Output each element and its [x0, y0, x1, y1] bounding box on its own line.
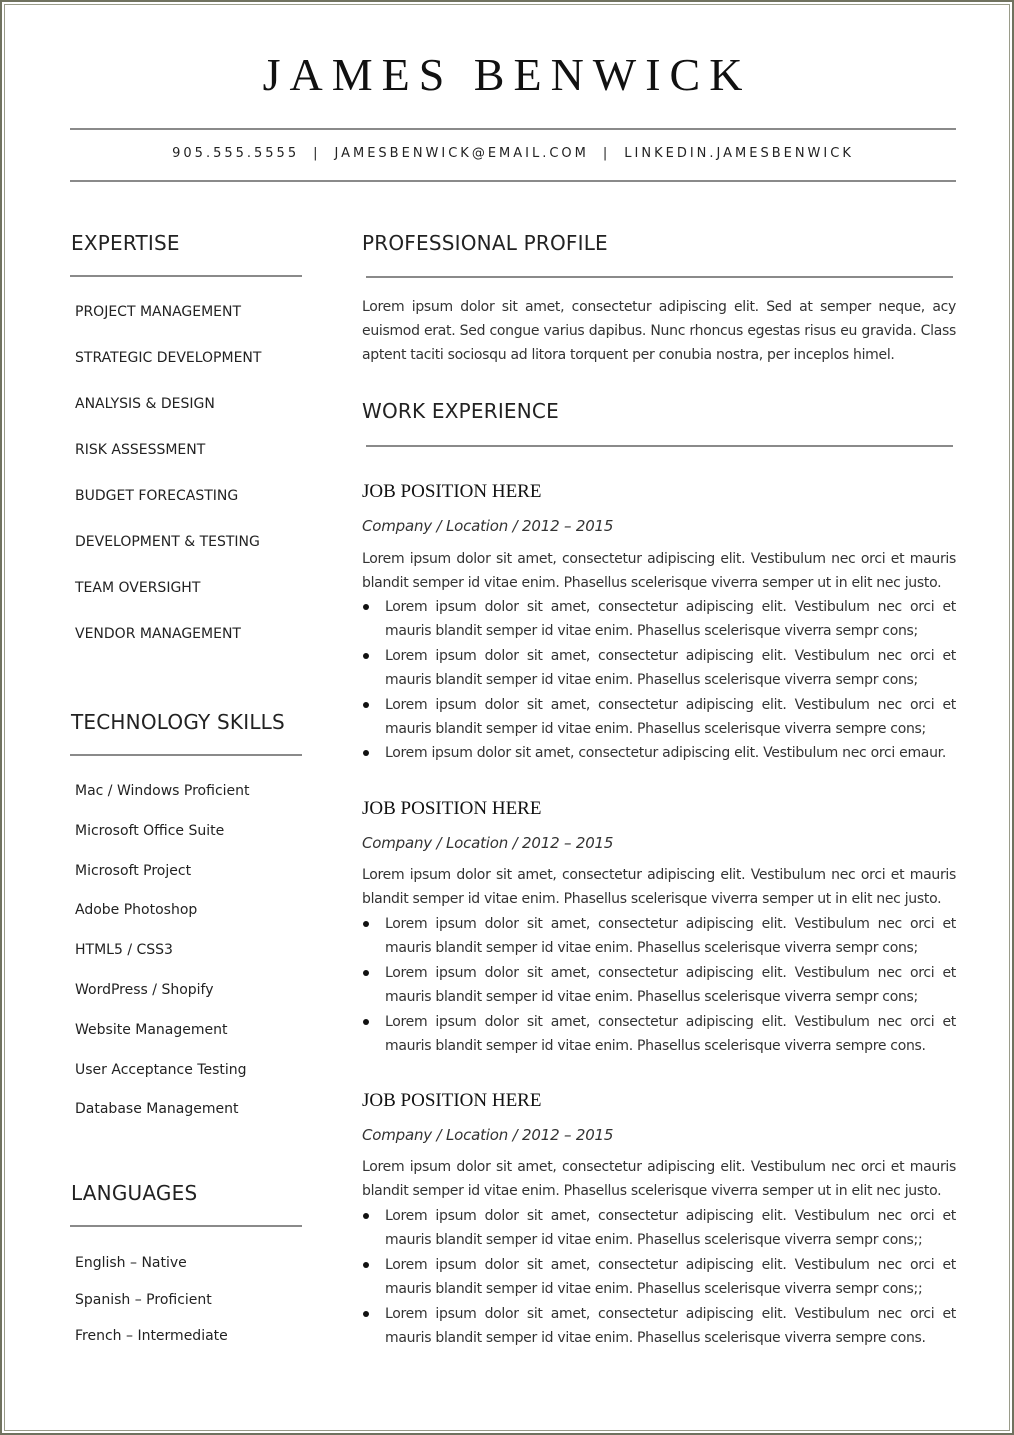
expertise-item: DEVELOPMENT & TESTING	[75, 534, 260, 550]
contact-phone: 905.555.5555	[172, 146, 300, 161]
contact-separator: |	[602, 146, 611, 161]
expertise-item: STRATEGIC DEVELOPMENT	[75, 350, 262, 366]
job-bullet-text: Lorem ipsum dolor sit amet, consectetur adipiscing elit. Vestibulum nec orci et mauris blandit semper id vitae enim. Phasellus scelerisque viverra sempre cons;	[385, 696, 956, 738]
job-bullet-text: Lorem ipsum dolor sit amet, consectetur adipiscing elit. Vestibulum nec orci et mauris blandit semper id vitae enim. Phasellus scelerisque viverra sempre cons.	[385, 1013, 956, 1055]
profile-heading: PROFESSIONAL PROFILE	[362, 231, 608, 255]
job-bullet	[362, 595, 956, 644]
expertise-rule	[70, 275, 302, 277]
expertise-item: BUDGET FORECASTING	[75, 488, 239, 504]
job-bullet-text: Lorem ipsum dolor sit amet, consectetur adipiscing elit. Vestibulum nec orci emaur.	[385, 745, 946, 762]
bullet-icon	[363, 750, 369, 756]
technology-item: User Acceptance Testing	[75, 1061, 247, 1078]
technology-item: Database Management	[75, 1101, 239, 1118]
job-bullets	[362, 912, 956, 1058]
header-top-rule	[70, 128, 956, 130]
contact-separator: |	[313, 146, 321, 161]
bullet-icon	[363, 702, 369, 708]
job-position: JOB POSITION HERE	[362, 1090, 542, 1111]
technology-item: WordPress / Shopify	[75, 981, 214, 998]
bullet-icon	[363, 1019, 369, 1025]
job-summary: Lorem ipsum dolor sit amet, consectetur adipiscing elit. Vestibulum nec orci et mauris blandit semper id vitae enim. Phasellus scelerisque viverra semper ut in elit nec justo.	[362, 867, 956, 907]
job-bullet-text: Lorem ipsum dolor sit amet, consectetur adipiscing elit. Vestibulum nec orci et mauris blandit semper id vitae enim. Phasellus scelerisque viverra sempr cons;	[385, 916, 956, 957]
job-meta: Company / Location / 2012 – 2015	[362, 517, 614, 535]
job-bullet	[362, 693, 956, 742]
bullet-icon	[363, 970, 369, 976]
expertise-item: TEAM OVERSIGHT	[75, 580, 201, 596]
job-bullet-text: Lorem ipsum dolor sit amet, consectetur adipiscing elit. Vestibulum nec orci et mauris blandit semper id vitae enim. Phasellus scelerisque viverra sempr cons;;	[385, 1208, 956, 1249]
job-summary: Lorem ipsum dolor sit amet, consectetur adipiscing elit. Vestibulum nec orci et mauris blandit semper id vitae enim. Phasellus scelerisque viverra semper ut in elit nec justo.	[362, 551, 956, 591]
technology-heading: TECHNOLOGY SKILLS	[71, 710, 285, 734]
job-bullet-text: Lorem ipsum dolor sit amet, consectetur adipiscing elit. Vestibulum nec orci et mauris blandit semper id vitae enim. Phasellus scelerisque viverra sempre cons.	[385, 1305, 956, 1347]
bullet-icon	[363, 653, 369, 659]
experience-rule	[366, 445, 953, 447]
languages-list	[75, 1253, 228, 1363]
bullet-icon	[363, 921, 369, 927]
bullet-icon	[363, 1311, 369, 1317]
expertise-heading: EXPERTISE	[71, 231, 180, 255]
job-bullet	[362, 912, 956, 961]
technology-item: Microsoft Project	[75, 862, 192, 879]
profile-text: Lorem ipsum dolor sit amet, consectetur adipiscing elit. Sed at semper neque, acy euismod erat. Sed congue varius dapibus. Nunc rhoncus egestas risus eu gravida. Class aptent taciti sociosqu ad litora torquent per conubia nostra, per inceplos himel.	[362, 299, 956, 363]
language-item: French – Intermediate	[75, 1328, 228, 1344]
job-meta: Company / Location / 2012 – 2015	[362, 1126, 614, 1144]
expertise-item: VENDOR MANAGEMENT	[75, 626, 241, 642]
bullet-icon	[363, 604, 369, 610]
profile-rule	[366, 276, 953, 278]
technology-item: Website Management	[75, 1021, 228, 1038]
language-item: English – Native	[75, 1255, 187, 1271]
expertise-item: ANALYSIS & DESIGN	[75, 396, 215, 412]
job-summary: Lorem ipsum dolor sit amet, consectetur adipiscing elit. Vestibulum nec orci et mauris blandit semper id vitae enim. Phasellus scelerisque viverra semper ut in elit nec justo.	[362, 1159, 956, 1199]
technology-item: HTML5 / CSS3	[75, 942, 173, 959]
bullet-icon	[363, 1262, 369, 1268]
job-position: JOB POSITION HERE	[362, 481, 542, 502]
contact-line	[70, 146, 956, 161]
job-bullet	[362, 1302, 956, 1351]
job-bullet-text: Lorem ipsum dolor sit amet, consectetur adipiscing elit. Vestibulum nec orci et mauris blandit semper id vitae enim. Phasellus scelerisque viverra sempr cons;	[385, 964, 956, 1006]
job-bullet	[362, 1010, 956, 1059]
job-bullet	[362, 741, 956, 765]
technology-item: Microsoft Office Suite	[75, 822, 225, 839]
expertise-list	[75, 302, 261, 670]
header-bottom-rule	[70, 180, 956, 182]
contact-linkedin[interactable]: LINKEDIN.JAMESBENWICK	[624, 146, 854, 161]
job-bullet-text: Lorem ipsum dolor sit amet, consectetur adipiscing elit. Vestibulum nec orci et mauris blandit semper id vitae enim. Phasellus scelerisque viverra sempr cons;	[385, 599, 956, 640]
job-bullet	[362, 644, 956, 693]
language-item: Spanish – Proficient	[75, 1291, 212, 1308]
technology-rule	[70, 754, 302, 756]
job-bullets	[362, 1204, 956, 1350]
languages-heading: LANGUAGES	[71, 1181, 198, 1205]
languages-rule	[70, 1225, 302, 1227]
job-position: JOB POSITION HERE	[362, 798, 542, 819]
expertise-item: RISK ASSESSMENT	[75, 442, 206, 458]
expertise-item: PROJECT MANAGEMENT	[75, 304, 242, 320]
candidate-name: JAMES BENWICK	[262, 49, 752, 100]
job-bullet	[362, 1253, 956, 1302]
job-bullet	[362, 1204, 956, 1253]
job-bullet	[362, 961, 956, 1010]
contact-email[interactable]: JAMESBENWICK@EMAIL.COM	[334, 146, 589, 161]
bullet-icon	[363, 1213, 369, 1219]
technology-item: Adobe Photoshop	[75, 902, 198, 919]
technology-item: Mac / Windows Proficient	[75, 783, 250, 799]
experience-heading: WORK EXPERIENCE	[362, 399, 559, 423]
job-bullet-text: Lorem ipsum dolor sit amet, consectetur adipiscing elit. Vestibulum nec orci et mauris blandit semper id vitae enim. Phasellus scelerisque viverra sempr cons;;	[385, 1256, 956, 1298]
job-bullet-text: Lorem ipsum dolor sit amet, consectetur adipiscing elit. Vestibulum nec orci et mauris blandit semper id vitae enim. Phasellus scelerisque viverra sempr cons;	[385, 647, 956, 689]
job-bullets	[362, 595, 956, 766]
job-meta: Company / Location / 2012 – 2015	[362, 834, 614, 852]
technology-list	[75, 781, 250, 1139]
